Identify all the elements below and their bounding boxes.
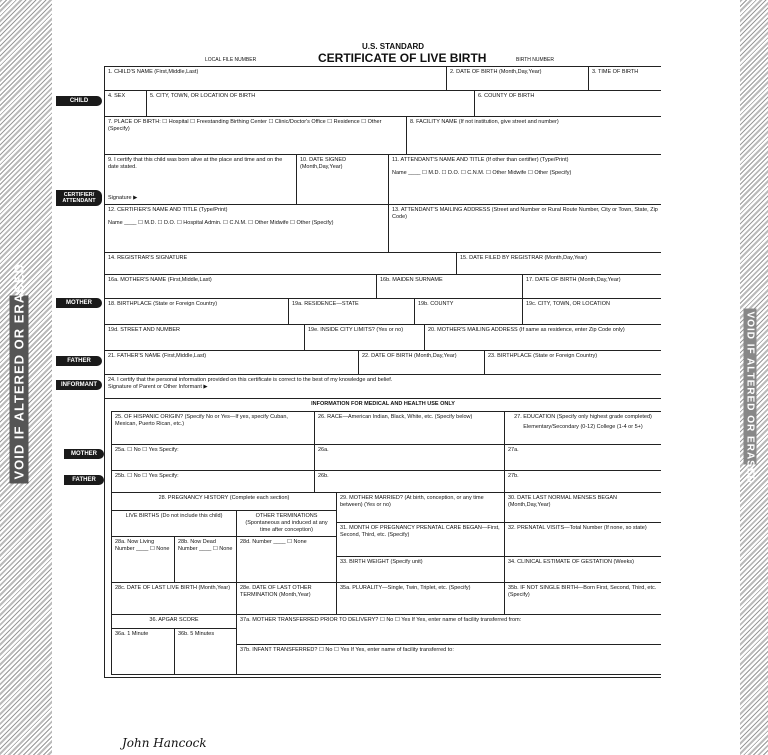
certify-signature-label: Signature ▶ [108,195,138,202]
field-city-of-birth[interactable]: 5. CITY, TOWN, OR LOCATION OF BIRTH [147,91,475,117]
attendant-title-label: 11. ATTENDANT'S NAME AND TITLE (If other than certifier) (Type/Print) [392,157,569,163]
field-pregnancy-history: 28. PREGNANCY HISTORY (Complete each section) [111,493,337,511]
field-date-signed[interactable]: 10. DATE SIGNED (Month,Day,Year) [297,155,389,205]
field-father-dob[interactable]: 22. DATE OF BIRTH (Month,Day,Year) [359,351,485,375]
certifier-options: Name ____ ☐ M.D. ☐ D.O. ☐ Hospital Admin. ☐ C.N.M. ☐ Other Midwife ☐ Other (Specify) [108,219,334,226]
attendant-options: Name ____ ☐ M.D. ☐ D.O. ☐ C.N.M. ☐ Other Midwife ☐ Other (Specify) [392,169,572,176]
field-child-name[interactable]: 1. CHILD'S NAME (First,Middle,Last) [105,67,447,91]
field-education-father[interactable]: 27b. [505,471,661,493]
certifier-title-label: 12. CERTIFIER'S NAME AND TITLE (Type/Print) [108,207,228,213]
us-standard-label: U.S. STANDARD [362,42,425,51]
field-infant-transferred[interactable]: 37b. INFANT TRANSFERRED? ☐ No ☐ Yes If Yes, enter name of facility transferred to: [237,645,661,675]
field-registrar-signature[interactable]: 14. REGISTRAR'S SIGNATURE [105,253,457,275]
field-birth-weight[interactable]: 33. BIRTH WEIGHT (Specify unit) [337,557,505,583]
field-mother-dob[interactable]: 17. DATE OF BIRTH (Month,Day,Year) [523,275,661,299]
certify-text: 9. I certify that this child was born alive at the place and time and on the date stated. [108,157,283,170]
field-race[interactable]: 26. RACE—American Indian, Black, White, etc. (Specify below) [315,411,505,445]
field-birth-order[interactable]: 35b. IF NOT SINGLE BIRTH—Born First, Second, Third, etc. (Specify) [505,583,661,615]
certificate-title: CERTIFICATE OF LIVE BIRTH [318,51,487,65]
field-prenatal-care-month[interactable]: 31. MONTH OF PREGNANCY PRENATAL CARE BEGAN—First, Second, Third, etc. (Specify) [337,523,505,557]
field-time-of-birth[interactable]: 3. TIME OF BIRTH [589,67,661,91]
void-warning-left: VOID IF ALTERED OR ERASED [10,296,29,484]
field-date-of-birth[interactable]: 2. DATE OF BIRTH (Month,Day,Year) [447,67,589,91]
field-hispanic-mother[interactable]: 25a. ☐ No ☐ Yes Specify: [111,445,315,471]
field-education[interactable] [505,411,661,445]
field-last-menses[interactable]: 30. DATE LAST NORMAL MENSES BEGAN (Month,Day,Year) [505,493,661,523]
tag-father-medical: FATHER [64,475,104,485]
field-plurality[interactable]: 35a. PLURALITY—Single, Twin, Triplet, etc. (Specify) [337,583,505,615]
field-last-live-birth[interactable]: 28c. DATE OF LAST LIVE BIRTH (Month,Year) [111,583,237,615]
medical-section-header: INFORMATION FOR MEDICAL AND HEALTH USE ONLY [311,401,455,407]
field-sex[interactable]: 4. SEX [105,91,147,117]
field-other-terminations-number[interactable]: 28d. Number ____ ☐ None [237,537,337,583]
field-inside-city-limits[interactable]: 19e. INSIDE CITY LIMITS? (Yes or no) [305,325,425,351]
informant-statement: 24. I certify that the personal information provided on this certificate is correct to the best of my knowledge and belief. [108,377,393,383]
field-apgar-score: 36. APGAR SCORE [111,615,237,629]
tag-mother-medical: MOTHER [64,449,104,459]
education-label: 27. EDUCATION (Specify only highest grade completed) [514,414,652,420]
field-residence-state[interactable]: 19a. RESIDENCE—STATE [289,299,415,325]
field-race-mother[interactable]: 26a. [315,445,505,471]
registrar-signature-image: John Hancock [122,736,207,750]
field-mother-birthplace[interactable]: 18. BIRTHPLACE (State or Foreign Country) [105,299,289,325]
field-mother-name[interactable]: 16a. MOTHER'S NAME (First,Middle,Last) [105,275,377,299]
void-warning-right: VOID IF ALTERED OR ERASED [744,309,757,465]
field-facility-name[interactable]: 8. FACILITY NAME (If not institution, give street and number) [407,117,661,155]
tag-informant: INFORMANT [56,380,102,390]
field-live-births: LIVE BIRTHS (Do not include this child) [111,511,237,537]
field-gestation-estimate[interactable]: 34. CLINICAL ESTIMATE OF GESTATION (Weeks) [505,557,661,583]
education-columns: Elementary/Secondary (0-12) College (1-4 or 5+) [523,423,643,430]
field-apgar-1min[interactable]: 36a. 1 Minute [111,629,175,675]
field-now-dead[interactable]: 28b. Now Dead Number ____ ☐ None [175,537,237,583]
field-hispanic-father[interactable]: 25b. ☐ No ☐ Yes Specify: [111,471,315,493]
field-father-birthplace[interactable]: 23. BIRTHPLACE (State or Foreign Country) [485,351,661,375]
tag-certifier: CERTIFIER/ ATTENDANT [56,190,102,206]
tag-father: FATHER [56,356,102,366]
certificate-form [104,66,661,678]
field-mother-transferred[interactable]: 37a. MOTHER TRANSFERRED PRIOR TO DELIVERY? ☐ No ☐ Yes If Yes, enter name of facility transferred from: [237,615,661,645]
tag-mother: MOTHER [56,298,102,308]
field-certify-statement[interactable] [105,155,297,205]
field-race-father[interactable]: 26b. [315,471,505,493]
field-prenatal-visits[interactable]: 32. PRENATAL VISITS—Total Number (If none, so state) [505,523,661,557]
field-last-other-termination[interactable]: 28e. DATE OF LAST OTHER TERMINATION (Month,Year) [237,583,337,615]
field-mother-married[interactable]: 29. MOTHER MARRIED? (At birth, conception, or any time between) (Yes or no) [337,493,505,523]
field-place-of-birth[interactable]: 7. PLACE OF BIRTH: ☐ Hospital ☐ Freestanding Birthing Center ☐ Clinic/Doctor's Office ☐ Residence ☐ Other (Specify) [105,117,407,155]
informant-signature-label: Signature of Parent or Other Informant ▶ [108,383,208,390]
field-attendant-name[interactable] [389,155,661,205]
field-education-mother[interactable]: 27a. [505,445,661,471]
field-mother-mailing-address[interactable]: 20. MOTHER'S MAILING ADDRESS (If same as residence, enter Zip Code only) [425,325,661,351]
field-father-name[interactable]: 21. FATHER'S NAME (First,Middle,Last) [105,351,359,375]
field-informant-certify[interactable] [105,375,661,399]
field-street-number[interactable]: 19d. STREET AND NUMBER [105,325,305,351]
field-other-terminations: OTHER TERMINATIONS (Spontaneous and induced at any time after conception) [237,511,337,537]
field-date-filed[interactable]: 15. DATE FILED BY REGISTRAR (Month,Day,Year) [457,253,661,275]
field-hispanic-origin[interactable]: 25. OF HISPANIC ORIGIN? (Specify No or Yes—If yes, specify Cuban, Mexican, Puerto Rican, etc.) [111,411,315,445]
tag-child: CHILD [56,96,102,106]
local-file-number-label: LOCAL FILE NUMBER [205,57,257,63]
birth-number-label: BIRTH NUMBER [516,57,554,63]
field-residence-city[interactable]: 19c. CITY, TOWN, OR LOCATION [523,299,661,325]
field-attendant-address[interactable]: 13. ATTENDANT'S MAILING ADDRESS (Street and Number or Rural Route Number, City or Town, State, Zip Code) [389,205,661,253]
field-residence-county[interactable]: 19b. COUNTY [415,299,523,325]
border-gap [52,0,56,755]
field-maiden-surname[interactable]: 16b. MAIDEN SURNAME [377,275,523,299]
field-apgar-5min[interactable]: 36b. 5 Minutes [175,629,237,675]
field-certifier-name[interactable] [105,205,389,253]
field-now-living[interactable]: 28a. Now Living Number ____ ☐ None [111,537,175,583]
field-county-of-birth[interactable]: 6. COUNTY OF BIRTH [475,91,661,117]
